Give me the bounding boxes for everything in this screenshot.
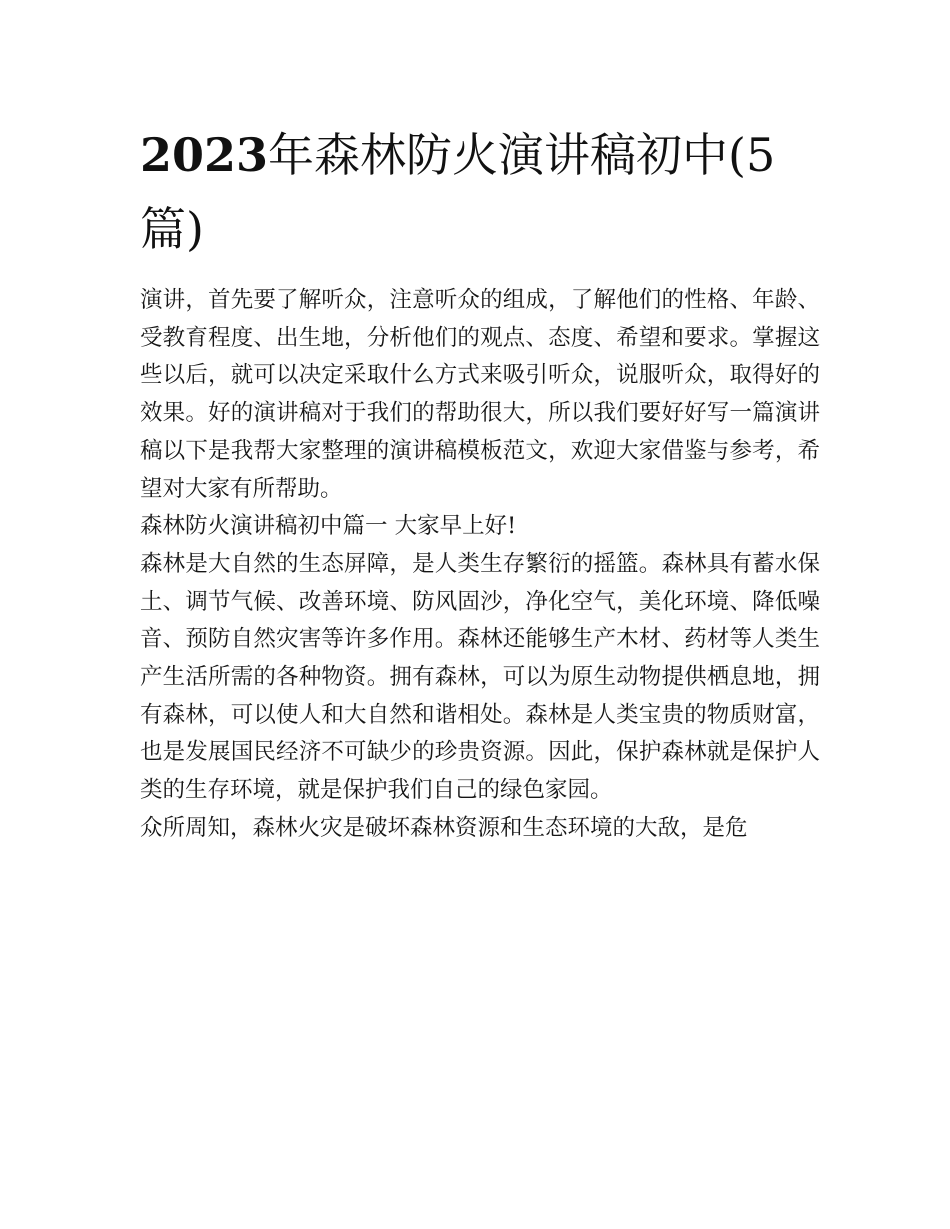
document-body bbox=[140, 282, 820, 848]
title-year: 2023 bbox=[140, 128, 269, 182]
forest-paragraph: 森林是大自然的生态屏障，是人类生存繁衍的摇篮。森林具有蓄水保土、调节气候、改善环境、防风固沙，净化空气，美化环境、降低噪音、预防自然灾害等许多作用。森林还能够生产木材、药材等人类生产生活所需的各种物资。拥有森林，可以为原生动物提供栖息地，拥有森林，可以使人和大自然和谐相处。森林是人类宝贵的物质财富，也是发展国民经济不可缺少的珍贵资源。因此，保护森林就是保护人类的生存环境，就是保护我们自己的绿色家园。 bbox=[140, 550, 820, 804]
fire-paragraph: 众所周知，森林火灾是破坏森林资源和生态环境的大敌，是危 bbox=[140, 814, 748, 841]
title-text: 年森林防火演讲稿初中(5篇) bbox=[140, 128, 776, 256]
document-title bbox=[140, 118, 820, 266]
section-heading-paragraph: 森林防火演讲稿初中篇一 大家早上好! bbox=[140, 513, 517, 540]
intro-paragraph: 演讲，首先要了解听众，注意听众的组成，了解他们的性格、年龄、受教育程度、出生地，分析他们的观点、态度、希望和要求。掌握这些以后，就可以决定采取什么方式来吸引听众，说服听众，取得好的效果。好的演讲稿对于我们的帮助很大，所以我们要好好写一篇演讲稿以下是我帮大家整理的演讲稿模板范文，欢迎大家借鉴与参考，希望对大家有所帮助。 bbox=[140, 287, 820, 502]
